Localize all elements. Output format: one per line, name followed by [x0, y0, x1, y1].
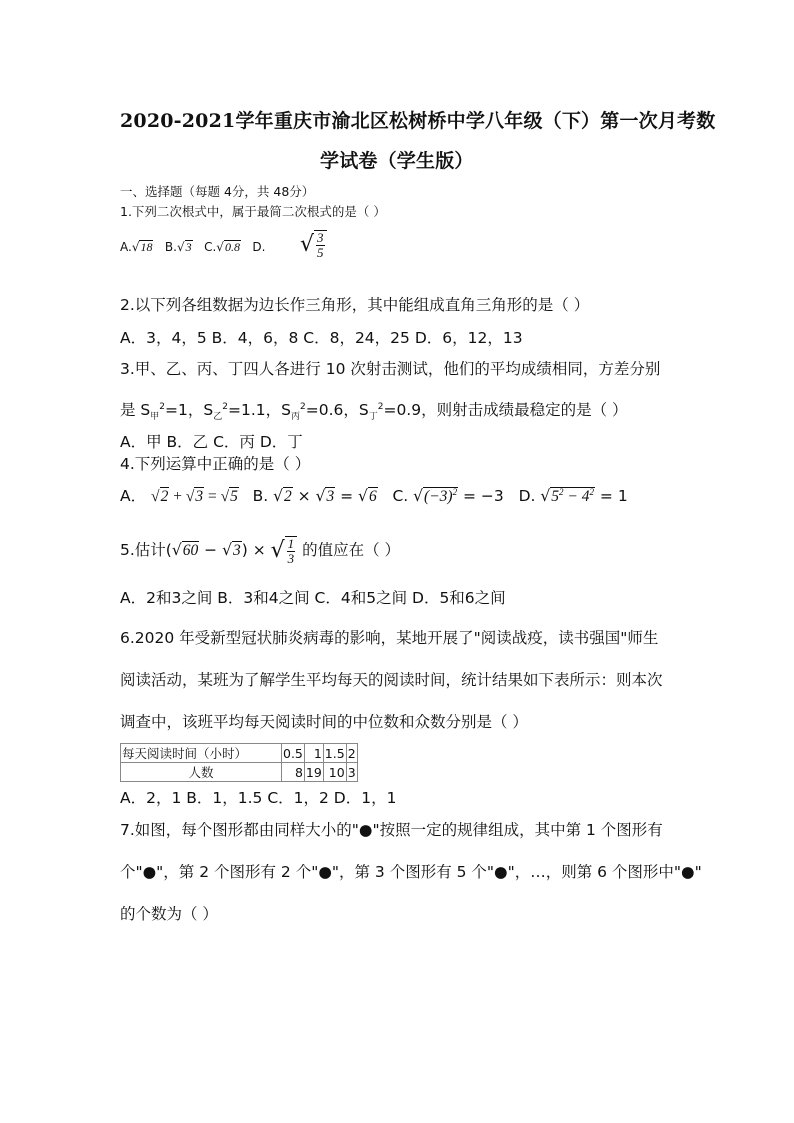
question-4-stem: 4.下列运算中正确的是（ ） [120, 455, 311, 473]
table-row [121, 744, 358, 763]
question-1-stem: 1.下列二次根式中，属于最简二次根式的是（ ） [120, 204, 386, 219]
table-cell: 19 [305, 764, 322, 780]
question-3-variances: 是 $S_甲^2=1$，$S_乙^2=1.1$，$S_丙^2=0.6$，$S_丁^2=0.9$，则射击成绩最稳定的是（ ） [120, 401, 628, 423]
question-7-line2: 个"●"，第 2 个图形有 2 个"●"，第 3 个图形有 5 个"●"，…，则第 6 个图形中"●" [120, 863, 702, 881]
q1-option-b-value: 3 [185, 240, 192, 254]
q1-option-a-label: A. [120, 240, 132, 254]
page-title-line1: 2020-2021学年重庆市渝北区松树桥中学八年级（下）第一次月考数 [120, 110, 716, 132]
table-cell: 0.5 [283, 745, 303, 761]
question-5-stem: 5.估计(√60 − √3) × √ $\frac{1}{3}$ 的值应在（ ） [120, 536, 401, 566]
table-cell: 3 [347, 764, 356, 780]
q1-option-d-numerator: 3 [317, 230, 324, 245]
question-4-options: A． √2 + √3 = √5 B. √2 × √3 = √6 C. $√(-3)^2 = -3$ D. $√5^2 - 4^2 = 1$ [120, 486, 628, 505]
q1-option-d-label: D. [252, 240, 266, 254]
question-5-options: A．2和3之间 B．3和4之间 C．4和5之间 D．5和6之间 [120, 589, 506, 607]
question-3-options: A．甲 B．乙 C．丙 D．丁 [120, 433, 303, 451]
question-6-line3: 调查中，该班平均每天阅读时间的中位数和众数分别是（ ） [120, 713, 528, 731]
table-row2-label: 人数 [121, 763, 282, 782]
page-title-line2: 学试卷（学生版） [320, 150, 474, 172]
question-6-line2: 阅读活动，某班为了解学生平均每天的阅读时间，统计结果如下表所示：则本次 [120, 671, 663, 689]
q1-option-d-fraction: √ $\frac{3}{5}$ [300, 230, 327, 259]
question-6-options: A．2，1 B．1，1.5 C．1，2 D．1，1 [120, 789, 397, 807]
table-row [121, 763, 358, 782]
question-3-stem: 3.甲、乙、丙、丁四人各进行 10 次射击测试，他们的平均成绩相同，方差分别 [120, 360, 661, 378]
q1-option-d-denominator: 5 [317, 244, 324, 260]
q1-option-a-value: 18 [140, 240, 153, 254]
table-cell: 8 [282, 763, 305, 782]
question-7-line1: 7.如图，每个图形都由同样大小的"●"按照一定的规律组成，其中第 1 个图形有 [120, 821, 663, 839]
question-6-line1: 6.2020 年受新型冠状肺炎病毒的影响，某地开展了"阅读战疫，读书强国"师生 [120, 629, 659, 647]
reading-time-table [120, 743, 358, 782]
table-cell: 10 [323, 763, 346, 782]
q1-option-b-label: B. [164, 240, 177, 254]
table-row1-label: 每天阅读时间（小时） [121, 744, 282, 763]
question-1-options: A.√18 B.√3 C.√0.8 D. [120, 240, 266, 254]
table-cell: 1 [304, 744, 323, 763]
table-cell: 1.5 [324, 745, 345, 761]
q1-option-c-label: C. [204, 240, 217, 254]
question-2-stem: 2.以下列各组数据为边长作三角形，其中能组成直角三角形的是（ ） [120, 296, 590, 314]
section-header: 一、选择题（每题 4分，共 48分） [120, 184, 315, 199]
q1-option-c-value: 0.8 [224, 240, 240, 254]
question-2-options: A．3，4，5 B．4，6，8 C．8，24，25 D．6，12，13 [120, 329, 523, 347]
question-7-line3: 的个数为（ ） [120, 905, 218, 923]
table-cell: 2 [347, 745, 356, 761]
